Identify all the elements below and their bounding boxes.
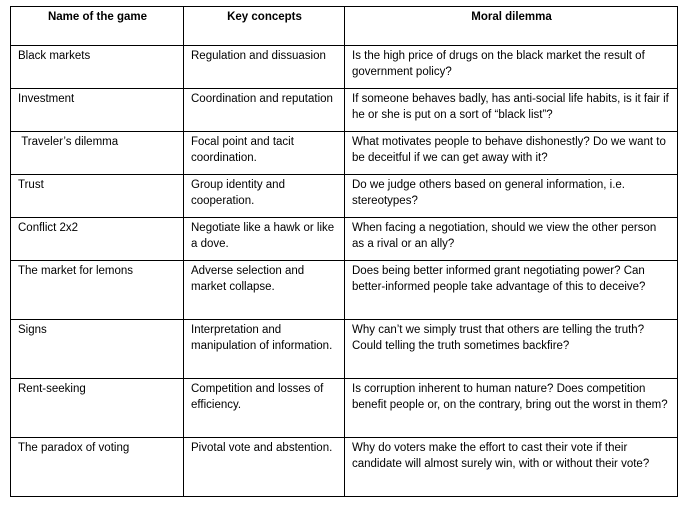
table-row bbox=[11, 89, 678, 132]
header-key-concepts: Key concepts bbox=[184, 7, 345, 46]
moral-dilemma-cell: Is corruption inherent to human nature? Does competition benefit people or, on the contrary, bring out the worst in them? bbox=[345, 379, 678, 438]
game-name-cell: The paradox of voting bbox=[11, 438, 184, 497]
moral-dilemma-cell: Is the high price of drugs on the black market the result of government policy? bbox=[345, 46, 678, 89]
table-row bbox=[11, 46, 678, 89]
header-row bbox=[11, 7, 678, 46]
key-concepts-cell: Focal point and tacit coordination. bbox=[184, 132, 345, 175]
game-name-cell: Black markets bbox=[11, 46, 184, 89]
table-row bbox=[11, 132, 678, 175]
games-table bbox=[10, 6, 678, 497]
game-name-cell: Signs bbox=[11, 320, 184, 379]
table-row bbox=[11, 379, 678, 438]
game-name-cell: Investment bbox=[11, 89, 184, 132]
moral-dilemma-cell: Why can’t we simply trust that others are telling the truth? Could telling the truth sometimes backfire? bbox=[345, 320, 678, 379]
game-name-cell: Rent-seeking bbox=[11, 379, 184, 438]
table-row bbox=[11, 175, 678, 218]
game-name-cell: Traveler’s dilemma bbox=[11, 132, 184, 175]
moral-dilemma-cell: When facing a negotiation, should we view the other person as a rival or an ally? bbox=[345, 218, 678, 261]
key-concepts-cell: Interpretation and manipulation of information. bbox=[184, 320, 345, 379]
table-row bbox=[11, 261, 678, 320]
game-name-cell: Conflict 2x2 bbox=[11, 218, 184, 261]
key-concepts-cell: Coordination and reputation bbox=[184, 89, 345, 132]
key-concepts-cell: Group identity and cooperation. bbox=[184, 175, 345, 218]
header-name-of-game: Name of the game bbox=[11, 7, 184, 46]
game-name-cell: Trust bbox=[11, 175, 184, 218]
moral-dilemma-cell: What motivates people to behave dishonestly? Do we want to be deceitful if we can get away with it? bbox=[345, 132, 678, 175]
header-moral-dilemma: Moral dilemma bbox=[345, 7, 678, 46]
game-name-cell: The market for lemons bbox=[11, 261, 184, 320]
key-concepts-cell: Negotiate like a hawk or like a dove. bbox=[184, 218, 345, 261]
table-body bbox=[11, 46, 678, 497]
table-row bbox=[11, 438, 678, 497]
moral-dilemma-cell: Does being better informed grant negotiating power? Can better-informed people take advantage of this to deceive? bbox=[345, 261, 678, 320]
moral-dilemma-cell: Do we judge others based on general information, i.e. stereotypes? bbox=[345, 175, 678, 218]
table-row bbox=[11, 218, 678, 261]
key-concepts-cell: Regulation and dissuasion bbox=[184, 46, 345, 89]
key-concepts-cell: Adverse selection and market collapse. bbox=[184, 261, 345, 320]
key-concepts-cell: Competition and losses of efficiency. bbox=[184, 379, 345, 438]
moral-dilemma-cell: Why do voters make the effort to cast their vote if their candidate will almost surely win, with or without their vote? bbox=[345, 438, 678, 497]
key-concepts-cell: Pivotal vote and abstention. bbox=[184, 438, 345, 497]
table-row bbox=[11, 320, 678, 379]
moral-dilemma-cell: If someone behaves badly, has anti-social life habits, is it fair if he or she is put on a sort of “black list”? bbox=[345, 89, 678, 132]
table-header bbox=[11, 7, 678, 46]
